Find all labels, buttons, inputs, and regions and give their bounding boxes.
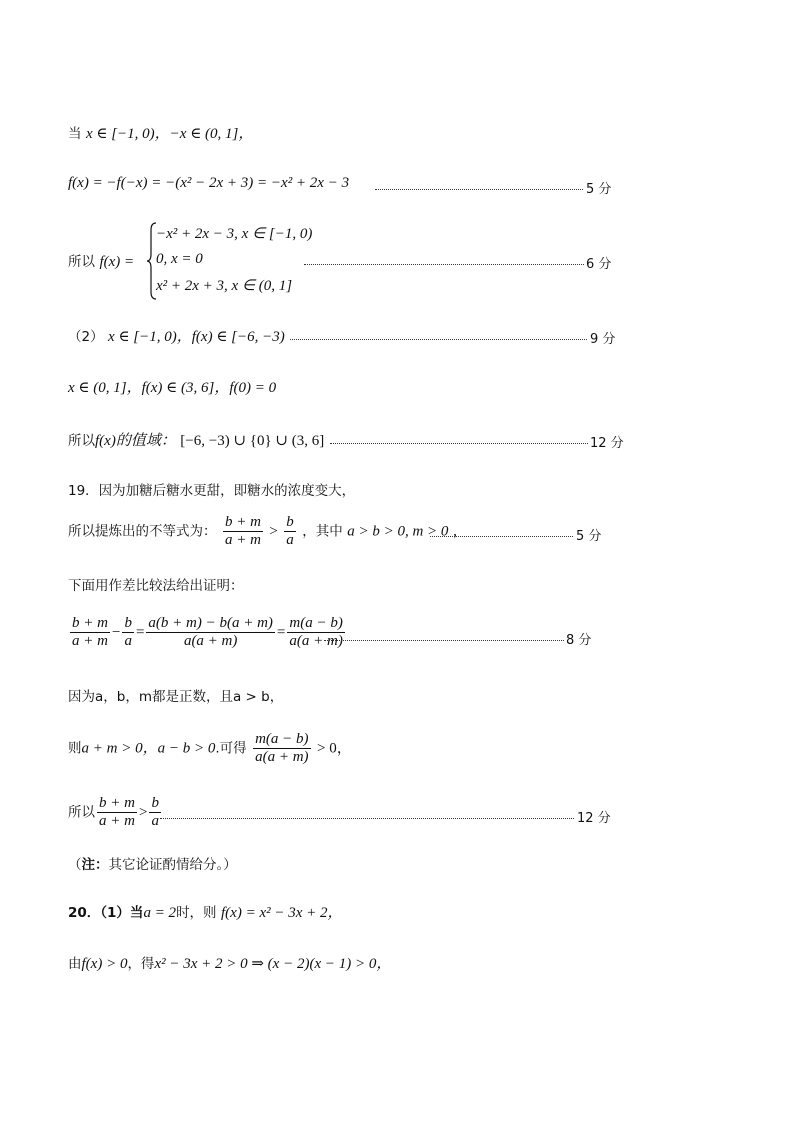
line-10-dots xyxy=(324,640,564,641)
line-10-d2: a xyxy=(124,633,132,649)
line-2-score: 5 分 xyxy=(586,182,612,197)
piecewise-case-3: x² + 2x + 3, x ∈ (0, 1] xyxy=(156,278,293,294)
line-4-score: 9 分 xyxy=(590,332,616,347)
note-open: （ xyxy=(68,857,82,873)
line-4 xyxy=(68,325,285,346)
line-13-den: a + m xyxy=(99,813,135,829)
line-15-mid: 时，则 xyxy=(176,905,217,921)
line-10-n3: a(b + m) − b(a + m) xyxy=(148,615,273,631)
line-13-prefix: 所以 xyxy=(68,804,95,821)
line-10-d3: a(a + m) xyxy=(183,633,238,649)
line-12-mid: .可得 xyxy=(215,740,247,757)
piecewise-case-1: −x² + 2x − 3, x ∈ [−1, 0) xyxy=(156,226,313,242)
line-16-math-2: x² − 3x + 2 > 0 ⇒ (x − 2)(x − 1) > 0， xyxy=(154,956,392,972)
line-1 xyxy=(68,122,253,143)
line-15-prefix: 20．（1）当 xyxy=(68,905,144,921)
line-11: 因为a，b，m都是正数，且a > b， xyxy=(68,689,284,705)
line-10-n1: b + m xyxy=(72,615,108,631)
line-10-score: 8 分 xyxy=(566,633,592,648)
line-5 xyxy=(68,376,276,397)
line-15-math: f(x) = x² − 3x + 2， xyxy=(221,905,343,921)
line-10-fraction-1 xyxy=(70,615,110,650)
line-13-gt: > xyxy=(138,804,148,821)
line-10-fraction-2 xyxy=(122,615,134,650)
line-3-score: 6 分 xyxy=(586,257,612,272)
line-3-prefix: 所以 xyxy=(68,254,95,270)
line-8-frac-den: a + m xyxy=(224,532,261,548)
line-6-math: [−6, −3) ∪ {0} ∪ (3, 6] xyxy=(180,433,325,449)
line-10-fraction-4 xyxy=(287,615,344,650)
line-10-fraction-3 xyxy=(146,615,275,650)
problem-20-line-1 xyxy=(68,901,343,922)
line-8-frac2-den: a xyxy=(286,532,294,548)
line-12-num: m(a − b) xyxy=(255,731,309,747)
line-10-n2: b xyxy=(124,615,132,631)
line-10-d4: a(a + m) xyxy=(289,633,343,649)
line-13-fraction-1 xyxy=(97,795,137,830)
line-8-dots xyxy=(430,536,573,537)
line-6-dots xyxy=(330,443,588,444)
line-12-math: a + m > 0，a − b > 0 xyxy=(81,740,216,757)
line-2 xyxy=(68,175,349,192)
line-8 xyxy=(68,514,466,549)
line-12-tail: > 0， xyxy=(316,740,352,757)
line-9: 下面用作差比较法给出证明： xyxy=(68,578,244,594)
line-12-prefix: 则 xyxy=(68,740,82,757)
line-8-gt: > xyxy=(269,523,278,540)
line-13-dots xyxy=(160,818,574,819)
line-10-eq1: = xyxy=(135,624,145,641)
line-13-fraction-2 xyxy=(149,795,161,830)
line-6-prefix: 所以 xyxy=(68,433,95,449)
line-5-math: x ∈ (0, 1]，f(x) ∈ (3, 6]，f(0) = 0 xyxy=(68,380,277,396)
line-8-frac2-num: b xyxy=(286,514,294,530)
line-8-fraction-2 xyxy=(284,514,296,549)
line-6 xyxy=(68,429,324,450)
line-16-mid: ，得 xyxy=(127,956,155,972)
line-8-fraction-1 xyxy=(223,514,263,549)
line-8-comma: ， xyxy=(452,523,467,540)
line-8-score: 5 分 xyxy=(576,529,602,544)
note-line xyxy=(68,853,237,873)
problem-19-header: 19．因为加糖后糖水更甜，即糖水的浓度变大， xyxy=(68,483,356,499)
line-4-math: x ∈ [−1, 0)，f(x) ∈ [−6, −3) xyxy=(108,329,285,345)
note-text: 其它论证酌情给分。） xyxy=(108,857,237,873)
line-12-fraction xyxy=(253,731,310,766)
line-13-a: a xyxy=(151,813,159,829)
line-10-d1: a + m xyxy=(72,633,108,649)
line-16-math-1: f(x) > 0 xyxy=(81,956,128,972)
line-13 xyxy=(68,795,163,830)
line-15-cond: a = 2 xyxy=(143,905,177,921)
problem-20-line-2 xyxy=(68,952,391,973)
line-8-condition: a > b > 0, m > 0 xyxy=(347,523,449,540)
piecewise-case-2: 0, x = 0 xyxy=(156,251,203,267)
note-label: 注： xyxy=(81,857,109,873)
line-6-fx: f(x)的值域： xyxy=(95,433,176,449)
line-1-prefix: 当 xyxy=(68,126,82,142)
line-1-math: x ∈ [−1, 0)，−x ∈ (0, 1]， xyxy=(85,126,254,142)
line-2-dots xyxy=(375,189,583,190)
line-12 xyxy=(68,731,352,766)
line-13-score: 12 分 xyxy=(577,811,611,826)
line-2-math: f(x) = −f(−x) = −(x² − 2x + 3) = −x² + 2x − 3 xyxy=(68,175,350,191)
line-8-frac-num: b + m xyxy=(224,514,261,530)
line-8-prefix: 所以提炼出的不等式为： xyxy=(68,523,217,540)
line-8-mid: ，其中 xyxy=(302,523,343,540)
line-12-den: a(a + m) xyxy=(255,749,309,765)
line-10-n4: m(a − b) xyxy=(289,615,343,631)
line-13-num: b + m xyxy=(99,795,135,811)
line-3-lhs: f(x) = xyxy=(99,254,135,270)
line-3-dots xyxy=(304,264,584,265)
line-10 xyxy=(68,615,347,650)
line-10-minus: − xyxy=(111,624,121,641)
line-4-prefix: （2） xyxy=(68,329,104,345)
line-3 xyxy=(68,250,134,271)
line-6-score: 12 分 xyxy=(590,436,624,451)
line-16-prefix: 由 xyxy=(68,956,82,972)
line-10-eq2: = xyxy=(276,624,286,641)
line-13-b: b xyxy=(151,795,159,811)
line-4-dots xyxy=(290,339,587,340)
